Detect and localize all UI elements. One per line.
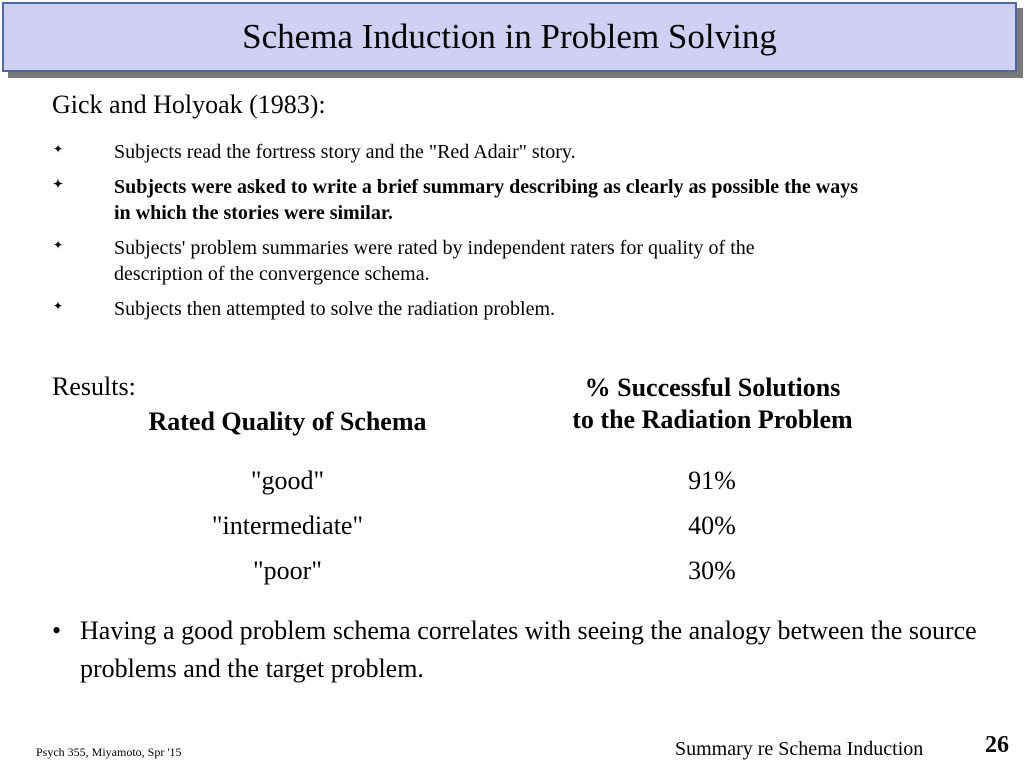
quality-cell-intermediate: "intermediate"	[211, 511, 364, 540]
footer-course: Psych 355, Miyamoto, Spr '15	[36, 745, 182, 759]
list-item	[52, 140, 952, 165]
intro-heading: Gick and Holyoak (1983):	[52, 90, 326, 119]
percent-cell-poor: 30%	[688, 556, 736, 585]
bullet-text: Subjects then attempted to solve the radiation problem.	[114, 297, 556, 320]
quality-cell-poor: "poor"	[253, 556, 322, 585]
diamond-bullet-icon: ✦	[53, 238, 64, 253]
quality-column-header: Rated Quality of Schema	[148, 407, 427, 436]
conclusion-bullet	[52, 612, 982, 687]
results-label: Results:	[52, 372, 136, 401]
percent-cell-good: 91%	[688, 466, 736, 495]
bullet-text: Subjects' problem summaries were rated by independent raters for quality of the description of the convergence schema.	[114, 237, 755, 285]
bullet-text: Subjects read the fortress story and the "Red Adair" story.	[114, 141, 576, 163]
list-item	[52, 297, 952, 322]
diamond-bullet-icon: ✦	[53, 177, 64, 192]
diamond-bullet-icon: ✦	[53, 142, 64, 156]
success-header-line2: to the Radiation Problem	[572, 404, 853, 434]
list-item	[52, 236, 834, 287]
success-header-line1: % Successful Solutions	[584, 373, 841, 402]
quality-cell-good: "good"	[250, 466, 325, 495]
percent-cell-intermediate: 40%	[688, 511, 736, 540]
slide-title-banner	[2, 2, 1017, 72]
footer-section: Summary re Schema Induction	[675, 738, 924, 760]
diamond-bullet-icon: ✦	[53, 298, 64, 313]
slide-title: Schema Induction in Problem Solving	[242, 17, 777, 56]
list-item	[52, 175, 874, 226]
bullet-text: Subjects were asked to write a brief summary describing as clearly as possible the ways in which the stories were similar.	[114, 176, 859, 224]
page-number: 26	[985, 732, 1009, 758]
procedure-list	[52, 140, 952, 332]
success-column-header	[530, 372, 895, 435]
conclusion-text: Having a good problem schema correlates with seeing the analogy between the source problems and the target problem.	[80, 616, 977, 683]
bullet-dot-icon: •	[52, 616, 62, 645]
